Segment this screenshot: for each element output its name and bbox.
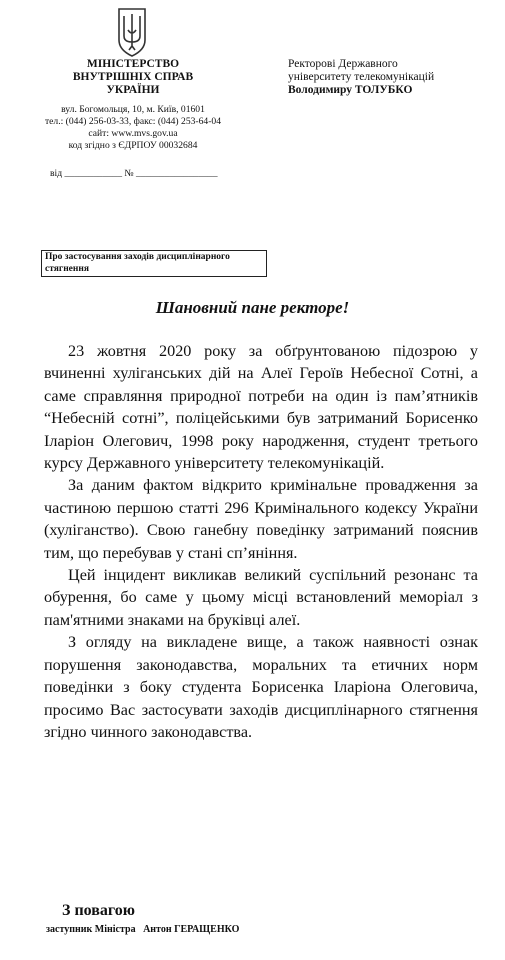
addressee-name: Володимиру ТОЛУБКО [288,84,413,96]
ukraine-trident-icon [117,6,147,58]
body-paragraph: Цей інцидент викликав великий суспільний резонанс та обурення, бо саме у цьому місці встановлений меморіал з пам'ятними знаками на бруківці алеї. [44,566,478,629]
greeting: Шановний пане ректоре! [155,298,350,317]
ministry-line: УКРАЇНИ [106,84,160,96]
ministry-edrpou: код згідно з ЄДРПОУ 00032684 [68,140,198,151]
body-paragraph: 23 жовтня 2020 року за обґрунтованою підозрою у вчиненні хуліганських дій на Алеї Героїв Небесної Сотні, а саме справляння природної потреби на один із пам’ятників “Небесній сотні”, поліцейськими був затриманий Борисенко Іларіон Олегович, 1998 року народження, студент третього курсу Державного університету телекомунікацій. [44,342,478,473]
letter-body [44,340,478,743]
addressee-block [288,58,488,97]
ministry-phone: тел.: (044) 256-03-33, факс: (044) 253-64-04 [44,116,221,127]
closing: З повагою [62,902,135,919]
reference-line: від ____________ № _________________ [50,168,218,179]
ministry-name [40,58,226,97]
signature: заступник Міністра Антон ГЕРАЩЕНКО [46,924,240,935]
addressee-line: Ректорові Державного [288,58,398,70]
ministry-contact-details [40,104,226,152]
addressee-line: університету телекомунікацій [288,71,435,83]
ministry-line: ВНУТРІШНІХ СПРАВ [72,71,194,83]
body-paragraph: За даним фактом відкрито кримінальне провадження за частиною першою статті 296 Кримінального кодексу України (хуліганство). Свою ганебну поведінку затриманий пояснив тим, що перебував у стані сп’яніння. [44,476,478,562]
subject-box: Про застосування заходів дисциплінарного стягнення [41,250,267,277]
body-paragraph: З огляду на викладене вище, а також наявності ознак порушення законодавства, моральних та етичних норм поведінки з боку студента Борисенка Іларіона Олеговича, просимо Вас застосувати заходів дисциплінарного стягнення згідно чинного законодавства. [44,633,478,741]
ministry-address: вул. Богомольця, 10, м. Київ, 01601 [61,104,205,115]
ministry-website: сайт: www.mvs.gov.ua [88,128,178,139]
ministry-line: МІНІСТЕРСТВО [86,58,180,70]
